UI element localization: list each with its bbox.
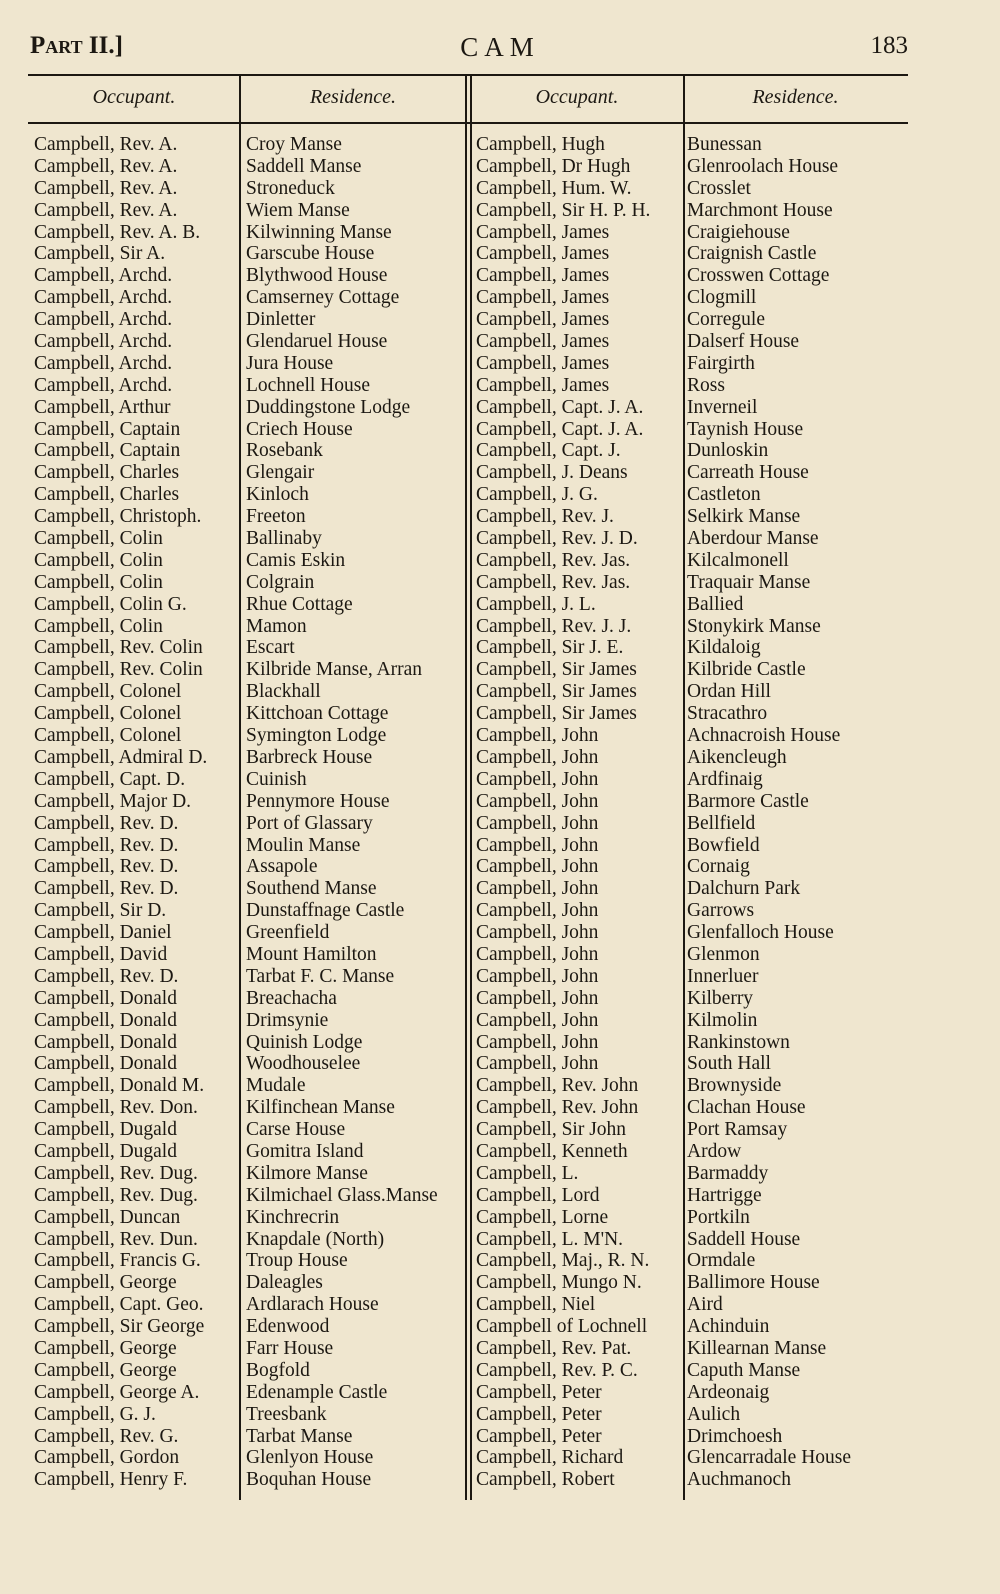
occupant-entry: Campbell, G. J. <box>34 1403 156 1425</box>
residence-entry: Kinloch <box>246 484 309 506</box>
column-header-rule <box>28 122 908 124</box>
residence-entry: Achnacroish House <box>687 725 841 747</box>
occupant-entry: Campbell, James <box>476 287 610 309</box>
occupant-entry: Campbell, Donald M. <box>34 1075 205 1097</box>
residence-entry: Kilberry <box>687 987 754 1009</box>
page-number: 183 <box>870 32 908 59</box>
residence-entry: Ardfinaig <box>687 768 763 790</box>
occupant-entry: Campbell, Colin <box>34 615 163 637</box>
occupant-entry: Campbell, John <box>476 943 599 965</box>
residence-entry: Glencarradale House <box>687 1447 852 1469</box>
residence-entry: Stracathro <box>687 703 768 725</box>
residence-entry: Barbreck House <box>246 746 373 768</box>
occupant-entry: Campbell, John <box>476 812 599 834</box>
residence-entry: Ardlarach House <box>246 1294 379 1316</box>
residence-entry: Ballimore House <box>687 1272 820 1294</box>
column-header-occupant: Occupant. <box>535 86 619 108</box>
occupant-entry: Campbell, James <box>476 352 610 374</box>
residence-entry: Camserney Cottage <box>246 287 400 309</box>
occupant-entry: Campbell, Rev. A. <box>34 177 178 199</box>
occupant-entry: Campbell, Rev. Dug. <box>34 1162 198 1184</box>
occupant-entry: Campbell, James <box>476 309 610 331</box>
residence-entry: Glenlyon House <box>246 1447 374 1469</box>
residence-entry: Glendaruel House <box>246 331 388 353</box>
residence-entry: Tarbat F. C. Manse <box>246 965 395 987</box>
occupant-entry: Campbell, Major D. <box>34 790 192 812</box>
occupant-entry: Campbell, Admiral D. <box>34 746 208 768</box>
residence-entry: Fairgirth <box>687 352 755 374</box>
residence-entry: Daleagles <box>246 1272 323 1294</box>
residence-entry: Gomitra Island <box>246 1140 364 1162</box>
occupant-entry: Campbell, George A. <box>34 1381 200 1403</box>
occupant-entry: Campbell, Rev. D. <box>34 856 179 878</box>
column-divider <box>239 76 241 1500</box>
residence-entry: Kilbride Castle <box>687 659 806 681</box>
occupant-entry: Campbell, John <box>476 922 599 944</box>
residence-entry: Treesbank <box>246 1403 327 1425</box>
column-header-residence: Residence. <box>752 86 839 108</box>
occupant-entry: Campbell, Maj., R. N. <box>476 1250 650 1272</box>
occupant-entry: Campbell, John <box>476 1031 599 1053</box>
occupant-entry: Campbell, Rev. John <box>476 1097 639 1119</box>
residence-entry: Camis Eskin <box>246 549 346 571</box>
occupant-entry: Campbell, John <box>476 1053 599 1075</box>
residence-entry: Clachan House <box>687 1097 806 1119</box>
occupant-entry: Campbell, Capt. Geo. <box>34 1294 204 1316</box>
residence-entry: Quinish Lodge <box>246 1031 363 1053</box>
residence-entry: Kilfinchean Manse <box>246 1097 395 1119</box>
residence-entry: Saddell House <box>687 1228 801 1250</box>
occupant-entry: Campbell, Capt. J. A. <box>476 396 644 418</box>
occupant-entry: Campbell, Rev. J. D. <box>476 528 638 550</box>
residence-entry: Drimchoesh <box>687 1425 783 1447</box>
residence-entry: Lochnell House <box>246 374 371 396</box>
occupant-entry: Campbell, Rev. P. C. <box>476 1359 638 1381</box>
residence-entry: Edenample Castle <box>246 1381 388 1403</box>
occupant-entry: Campbell, Capt. J. A. <box>476 418 644 440</box>
residence-entry: Kilmore Manse <box>246 1162 368 1184</box>
occupant-entry: Campbell, Sir A. <box>34 243 166 265</box>
occupant-entry: Campbell, J. G. <box>476 484 598 506</box>
occupant-entry: Campbell, Mungo N. <box>476 1272 642 1294</box>
occupant-entry: Campbell, Sir D. <box>34 900 167 922</box>
occupant-entry: Campbell, Rev. Jas. <box>476 571 631 593</box>
residence-entry: Glengair <box>246 462 315 484</box>
occupant-entry: Campbell, Colin <box>34 549 163 571</box>
occupant-entry: Campbell, Sir James <box>476 681 637 703</box>
residence-entry: Dalserf House <box>687 331 800 353</box>
residence-entry: Dinletter <box>246 309 316 331</box>
residence-entry: Ormdale <box>687 1250 756 1272</box>
residence-entry: Kilwinning Manse <box>246 221 392 243</box>
residence-entry: Tarbat Manse <box>246 1425 353 1447</box>
occupant-entry: Campbell, Charles <box>34 462 180 484</box>
occupant-entry: Campbell, Kenneth <box>476 1140 628 1162</box>
residence-entry: Ross <box>687 374 725 396</box>
residence-entry: Moulin Manse <box>246 834 361 856</box>
occupant-entry: Campbell, Daniel <box>34 922 172 944</box>
occupant-entry: Campbell, L. <box>476 1162 579 1184</box>
occupant-entry: Campbell, Colonel <box>34 703 182 725</box>
residence-entry: Barmaddy <box>687 1162 769 1184</box>
occupant-entry: Campbell, George <box>34 1359 177 1381</box>
residence-entry: Hartrigge <box>687 1184 762 1206</box>
residence-entry: Kildaloig <box>687 637 761 659</box>
residence-entry: Taynish House <box>687 418 804 440</box>
residence-entry: Rankinstown <box>687 1031 790 1053</box>
occupant-entry: Campbell, Rev. Dug. <box>34 1184 198 1206</box>
residence-entry: Greenfield <box>246 922 330 944</box>
occupant-entry: Campbell, Hugh <box>476 134 605 155</box>
residence-entry: Killearnan Manse <box>687 1337 827 1359</box>
residence-entry: Crosswen Cottage <box>687 265 830 287</box>
part-label: Part II.] <box>30 32 123 59</box>
occupant-entry: Campbell, Arthur <box>34 396 171 418</box>
residence-entry: Port Ramsay <box>687 1119 788 1141</box>
residence-entry: Colgrain <box>246 571 315 593</box>
occupant-entry: Campbell, David <box>34 943 168 965</box>
residence-entry: Caputh Manse <box>687 1359 801 1381</box>
residence-entry: Carse House <box>246 1119 346 1141</box>
occupant-entry: Campbell, Duncan <box>34 1206 181 1228</box>
residence-entry: Dunstaffnage Castle <box>246 900 405 922</box>
occupant-entry: Campbell, Lorne <box>476 1206 609 1228</box>
occupant-entry: Campbell, James <box>476 243 610 265</box>
residence-entry: Stonykirk Manse <box>687 615 821 637</box>
residence-entry: Mount Hamilton <box>246 943 377 965</box>
residence-entry: Kinchrecrin <box>246 1206 340 1228</box>
occupant-entry: Campbell, James <box>476 374 610 396</box>
residence-entry: Jura House <box>246 352 334 374</box>
residence-entry: Auchmanoch <box>687 1469 791 1491</box>
residence-entry: Blythwood House <box>246 265 388 287</box>
occupant-entry: Campbell, Christoph. <box>34 506 202 528</box>
occupant-list-right <box>476 134 650 1491</box>
residence-entry: Bowfield <box>687 834 760 856</box>
residence-entry: Garscube House <box>246 243 375 265</box>
occupant-entry: Campbell, Colin <box>34 528 163 550</box>
occupant-entry: Campbell, Sir James <box>476 703 637 725</box>
residence-entry: Kilmichael Glass.Manse <box>246 1184 438 1206</box>
residence-entry: Escart <box>246 637 295 659</box>
residence-entry: Croy Manse <box>246 134 342 155</box>
residence-entry: Ballied <box>687 593 744 615</box>
occupant-entry: Campbell, Captain <box>34 440 181 462</box>
occupant-entry: Campbell, Colin <box>34 571 163 593</box>
residence-entry: Rosebank <box>246 440 323 462</box>
residence-entry: Woodhouselee <box>246 1053 361 1075</box>
residence-entry: Criech House <box>246 418 353 440</box>
residence-entry: Ordan Hill <box>687 681 771 703</box>
occupant-entry: Campbell, Archd. <box>34 374 173 396</box>
residence-entry: Southend Manse <box>246 878 377 900</box>
occupant-entry: Campbell, John <box>476 746 599 768</box>
residence-entry: Farr House <box>246 1337 334 1359</box>
residence-entry: Crosslet <box>687 177 751 199</box>
residence-entry: Port of Glassary <box>246 812 373 834</box>
column-divider <box>683 76 685 1500</box>
occupant-entry: Campbell, Capt. J. <box>476 440 621 462</box>
residence-entry: Achinduin <box>687 1316 770 1338</box>
occupant-entry: Campbell, Dugald <box>34 1140 177 1162</box>
occupant-entry: Campbell, Rev. D. <box>34 834 179 856</box>
residence-entry: Edenwood <box>246 1316 330 1338</box>
residence-entry: Craignish Castle <box>687 243 817 265</box>
occupant-entry: Campbell, Rev. A. <box>34 155 178 177</box>
occupant-entry: Campbell, Donald <box>34 987 177 1009</box>
residence-entry: Marchmont House <box>687 199 833 221</box>
occupant-entry: Campbell, Rev. Don. <box>34 1097 198 1119</box>
residence-entry: Ardow <box>687 1140 742 1162</box>
residence-entry: Ballinaby <box>246 528 322 550</box>
residence-entry: Symington Lodge <box>246 725 387 747</box>
residence-entry: Traquair Manse <box>687 571 811 593</box>
occupant-entry: Campbell, Dugald <box>34 1119 177 1141</box>
occupant-entry: Campbell, Archd. <box>34 352 173 374</box>
residence-entry: Ardeonaig <box>687 1381 770 1403</box>
occupant-entry: Campbell, J. Deans <box>476 462 628 484</box>
residence-entry: Bellfield <box>687 812 756 834</box>
residence-entry: Pennymore House <box>246 790 390 812</box>
occupant-entry: Campbell, James <box>476 221 610 243</box>
residence-entry: Boquhan House <box>246 1469 372 1491</box>
occupant-entry: Campbell, Archd. <box>34 287 173 309</box>
occupant-entry: Campbell, Rev. Dun. <box>34 1228 198 1250</box>
occupant-entry: Campbell, Hum. W. <box>476 177 632 199</box>
occupant-entry: Campbell, Colonel <box>34 681 182 703</box>
residence-entry: Kittchoan Cottage <box>246 703 389 725</box>
residence-entry: Carreath House <box>687 462 809 484</box>
occupant-entry: Campbell, Peter <box>476 1425 602 1447</box>
occupant-entry: Campbell, Robert <box>476 1469 615 1491</box>
occupant-entry: Campbell, Rev. J. <box>476 506 614 528</box>
residence-entry: Glenroolach House <box>687 155 839 177</box>
column-header-occupant: Occupant. <box>92 86 176 108</box>
occupant-entry: Campbell, Rev. A. <box>34 134 178 155</box>
residence-entry: Freeton <box>246 506 306 528</box>
residence-entry: Dunloskin <box>687 440 769 462</box>
residence-entry: Bunessan <box>687 134 762 155</box>
occupant-entry: Campbell, John <box>476 834 599 856</box>
residence-entry: Kilmolin <box>687 1009 758 1031</box>
occupant-entry: Campbell, Archd. <box>34 331 173 353</box>
occupant-entry: Campbell, Peter <box>476 1403 602 1425</box>
occupant-entry: Campbell, John <box>476 1009 599 1031</box>
residence-entry: Brownyside <box>687 1075 782 1097</box>
residence-entry: Kilbride Manse, Arran <box>246 659 422 681</box>
occupant-entry: Campbell, J. L. <box>476 593 596 615</box>
occupant-entry: Campbell, Colin G. <box>34 593 187 615</box>
occupant-entry: Campbell, John <box>476 768 599 790</box>
occupant-entry: Campbell, John <box>476 965 599 987</box>
occupant-entry: Campbell, Rev. A. <box>34 199 178 221</box>
column-divider <box>470 76 472 1500</box>
residence-entry: Breachacha <box>246 987 337 1009</box>
occupant-entry: Campbell, Rev. John <box>476 1075 639 1097</box>
occupant-entry: Campbell, John <box>476 878 599 900</box>
residence-entry: Glenmon <box>687 943 760 965</box>
occupant-entry: Campbell, Rev. Colin <box>34 659 203 681</box>
residence-entry: South Hall <box>687 1053 771 1075</box>
occupant-entry: Campbell, Colonel <box>34 725 182 747</box>
occupant-entry: Campbell, Gordon <box>34 1447 180 1469</box>
residence-entry: Cuinish <box>246 768 307 790</box>
residence-entry: Aird <box>687 1294 723 1316</box>
residence-entry: Aulich <box>687 1403 741 1425</box>
occupant-entry: Campbell, George <box>34 1337 177 1359</box>
occupant-entry: Campbell, James <box>476 331 610 353</box>
occupant-entry: Campbell, George <box>34 1272 177 1294</box>
residence-entry: Duddingstone Lodge <box>246 396 411 418</box>
occupant-entry: Campbell, Archd. <box>34 309 173 331</box>
occupant-entry: Campbell, Archd. <box>34 265 173 287</box>
residence-entry: Craigiehouse <box>687 221 790 243</box>
occupant-entry: Campbell, John <box>476 856 599 878</box>
occupant-entry: Campbell, Lord <box>476 1184 600 1206</box>
occupant-entry: Campbell, L. M'N. <box>476 1228 624 1250</box>
occupant-entry: Campbell, Sir J. E. <box>476 637 624 659</box>
occupant-entry: Campbell, Peter <box>476 1381 602 1403</box>
residence-entry: Troup House <box>246 1250 348 1272</box>
residence-list-left <box>246 134 438 1491</box>
residence-entry: Garrows <box>687 900 755 922</box>
occupant-entry: Campbell, Henry F. <box>34 1469 188 1491</box>
residence-entry: Stroneduck <box>246 177 335 199</box>
residence-entry: Knapdale (North) <box>246 1228 385 1250</box>
residence-entry: Barmore Castle <box>687 790 809 812</box>
occupant-entry: Campbell, Richard <box>476 1447 624 1469</box>
occupant-entry: Campbell, Capt. D. <box>34 768 186 790</box>
residence-entry: Mamon <box>246 615 307 637</box>
residence-entry: Corregule <box>687 309 765 331</box>
occupant-entry: Campbell, Rev. D. <box>34 878 179 900</box>
occupant-entry: Campbell, Sir H. P. H. <box>476 199 651 221</box>
occupant-entry: Campbell, Sir George <box>34 1316 205 1338</box>
header-rule <box>28 74 908 76</box>
residence-entry: Aikencleugh <box>687 746 787 768</box>
occupant-entry: Campbell, Sir James <box>476 659 637 681</box>
occupant-entry: Campbell, John <box>476 725 599 747</box>
occupant-entry: Campbell, John <box>476 790 599 812</box>
occupant-entry: Campbell, James <box>476 265 610 287</box>
residence-entry: Portkiln <box>687 1206 750 1228</box>
occupant-entry: Campbell, John <box>476 987 599 1009</box>
residence-entry: Blackhall <box>246 681 321 703</box>
occupant-entry: Campbell, Rev. Jas. <box>476 549 631 571</box>
residence-entry: Wiem Manse <box>246 199 350 221</box>
residence-list-right <box>687 134 851 1491</box>
residence-entry: Castleton <box>687 484 761 506</box>
occupant-entry: Campbell, Donald <box>34 1053 177 1075</box>
residence-entry: Kilcalmonell <box>687 549 789 571</box>
residence-entry: Saddell Manse <box>246 155 362 177</box>
occupant-entry: Campbell, Rev. J. J. <box>476 615 632 637</box>
occupant-entry: Campbell, Donald <box>34 1009 177 1031</box>
occupant-entry: Campbell, Rev. Colin <box>34 637 203 659</box>
occupant-entry: Campbell, Captain <box>34 418 181 440</box>
occupant-entry: Campbell, Rev. Pat. <box>476 1337 632 1359</box>
residence-entry: Dalchurn Park <box>687 878 801 900</box>
occupant-entry: Campbell, Rev. D. <box>34 965 179 987</box>
occupant-entry: Campbell, Dr Hugh <box>476 155 631 177</box>
occupant-entry: Campbell, Francis G. <box>34 1250 201 1272</box>
residence-entry: Innerluer <box>687 965 759 987</box>
residence-entry: Mudale <box>246 1075 306 1097</box>
occupant-entry: Campbell, John <box>476 900 599 922</box>
occupant-list-left <box>34 134 207 1491</box>
residence-entry: Clogmill <box>687 287 757 309</box>
column-divider <box>465 76 467 1500</box>
residence-entry: Assapole <box>246 856 318 878</box>
residence-entry: Glenfalloch House <box>687 922 834 944</box>
occupant-entry: Campbell, Rev. D. <box>34 812 179 834</box>
column-header-residence: Residence. <box>309 86 397 108</box>
residence-entry: Aberdour Manse <box>687 528 819 550</box>
occupant-entry: Campbell, Niel <box>476 1294 596 1316</box>
occupant-entry: Campbell, Sir John <box>476 1119 627 1141</box>
occupant-entry: Campbell, Donald <box>34 1031 177 1053</box>
residence-entry: Cornaig <box>687 856 750 878</box>
occupant-entry: Campbell, Rev. A. B. <box>34 221 201 243</box>
residence-entry: Bogfold <box>246 1359 310 1381</box>
residence-entry: Drimsynie <box>246 1009 329 1031</box>
residence-entry: Selkirk Manse <box>687 506 801 528</box>
residence-entry: Inverneil <box>687 396 758 418</box>
page-title: CAM <box>460 32 540 62</box>
occupant-entry: Campbell, Charles <box>34 484 180 506</box>
occupant-entry: Campbell of Lochnell <box>476 1316 648 1338</box>
residence-entry: Rhue Cottage <box>246 593 353 615</box>
occupant-entry: Campbell, Rev. G. <box>34 1425 179 1447</box>
